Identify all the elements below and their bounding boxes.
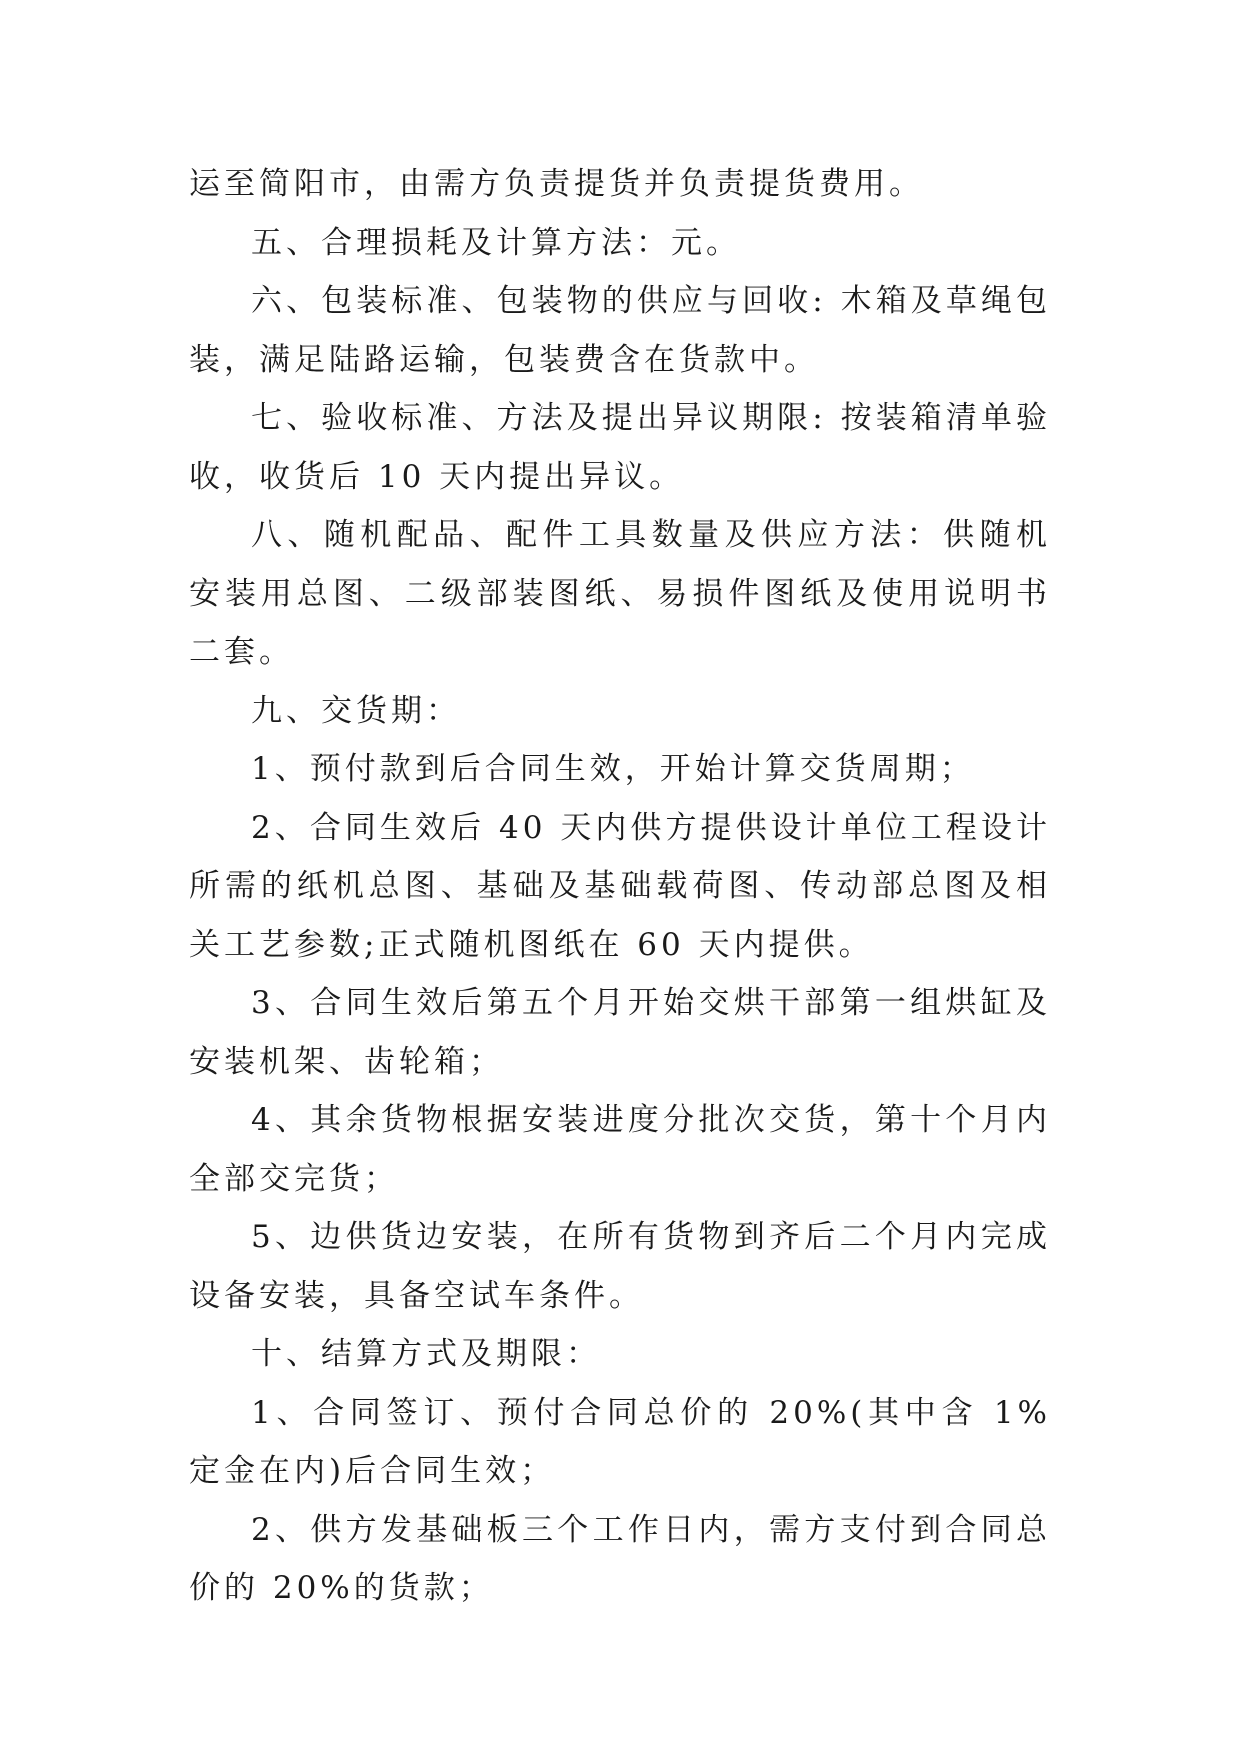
list-item-settlement-2: 2、供方发基础板三个工作日内，需方支付到合同总价的 20%的货款； [189,1511,1051,1606]
paragraph-accessories: 八、随机配品、配件工具数量及供应方法：供随机安装用总图、二级部装图纸、易损件图纸及使用说明书二套。 [189,517,1051,670]
list-item-delivery-1: 1、预付款到后合同生效，开始计算交货周期； [251,751,975,787]
list-item-delivery-4: 4、其余货物根据安装进度分批次交货，第十个月内全部交完货； [189,1102,1051,1197]
paragraph-transport: 运至简阳市，由需方负责提货并负责提货费用。 [189,166,924,202]
list-item-delivery-3: 3、合同生效后第五个月开始交烘干部第一组烘缸及安装机架、齿轮箱； [189,985,1051,1080]
section-heading-delivery: 九、交货期： [251,692,461,729]
paragraph-acceptance: 七、验收标准、方法及提出异议期限: 按装箱清单验收，收货后 10 天内提出异议。 [189,400,1051,495]
paragraph-packaging: 六、包装标准、包装物的供应与回收: 木箱及草绳包装，满足陆路运输，包装费含在货款中。 [189,283,1051,378]
list-item-settlement-1: 1、合同签订、预付合同总价的 20%(其中含 1%定金在内)后合同生效； [189,1394,1051,1489]
list-item-delivery-2: 2、合同生效后 40 天内供方提供设计单位工程设计所需的纸机总图、基础及基础载荷图、传动部总图及相关工艺参数;正式随机图纸在 60 天内提供。 [189,809,1051,963]
section-heading-settlement: 十、结算方式及期限： [251,1336,601,1372]
list-item-delivery-5: 5、边供货边安装，在所有货物到齐后二个月内完成设备安装，具备空试车条件。 [189,1219,1051,1314]
document-body [189,155,1051,1618]
paragraph-loss: 五、合理损耗及计算方法：元。 [251,224,741,261]
